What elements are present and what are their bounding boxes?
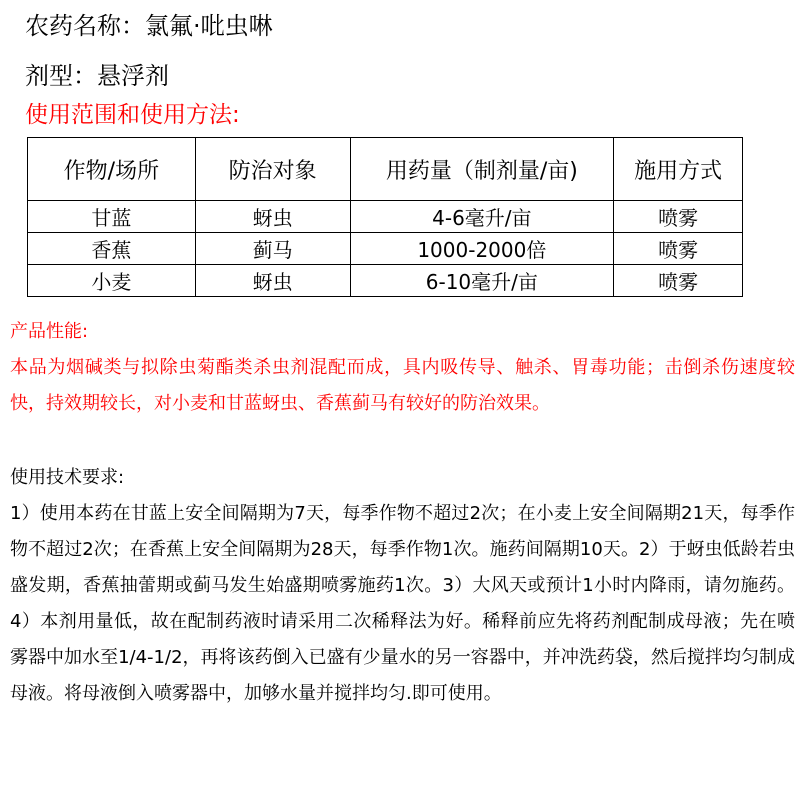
technique-text: [10, 496, 795, 712]
table-cell-dosage: 6-10毫升/亩: [350, 265, 614, 297]
performance-title: 产品性能:: [10, 321, 89, 342]
column-header: 用药量（制剂量/亩): [350, 138, 614, 201]
usage-section-title: 使用范围和使用方法:: [25, 102, 240, 128]
usage-table: [27, 137, 743, 297]
column-header: 作物/场所: [28, 138, 196, 201]
technique-title: 使用技术要求:: [10, 467, 125, 488]
table-cell-dosage: 1000-2000倍: [350, 233, 614, 265]
table-cell-crop: 甘蓝: [28, 201, 196, 233]
table-row: [28, 265, 743, 297]
table-cell-method: 喷雾: [614, 233, 743, 265]
table-header-row: [28, 138, 743, 201]
performance-paragraph: 本品为烟碱类与拟除虫菊酯类杀虫剂混配而成，具内吸传导、触杀、胃毒功能；击倒杀伤速度较快，持效期较长，对小麦和甘蓝蚜虫、香蕉蓟马有较好的防治效果。: [10, 357, 795, 414]
table-cell-target: 蚜虫: [195, 201, 350, 233]
table-cell-method: 喷雾: [614, 201, 743, 233]
performance-text: [10, 350, 795, 422]
pesticide-name: 农药名称：氯氟·吡虫啉: [25, 12, 273, 40]
table-cell-crop: 小麦: [28, 265, 196, 297]
table-row: [28, 201, 743, 233]
table-cell-target: 蓟马: [195, 233, 350, 265]
column-header: 施用方式: [614, 138, 743, 201]
table-cell-target: 蚜虫: [195, 265, 350, 297]
table-cell-dosage: 4-6毫升/亩: [350, 201, 614, 233]
column-header: 防治对象: [195, 138, 350, 201]
table-row: [28, 233, 743, 265]
formulation-type: 剂型：悬浮剂: [25, 62, 169, 90]
technique-paragraph: 1）使用本药在甘蓝上安全间隔期为7天，每季作物不超过2次；在小麦上安全间隔期21天，每季作物不超过2次；在香蕉上安全间隔期为28天，每季作物1次。施药间隔期10天。2）于蚜虫低龄若虫盛发期，香蕉抽蕾期或蓟马发生始盛期喷雾施药1次。3）大风天或预计1小时内降雨，请勿施药。4）本剂用量低，故在配制药液时请采用二次稀释法为好。稀释前应先将药剂配制成母液；先在喷雾器中加水至1/4-1/2，再将该药倒入已盛有少量水的另一容器中，并冲洗药袋，然后搅拌均匀制成母液。将母液倒入喷雾器中，加够水量并搅拌均匀.即可使用。: [10, 503, 795, 704]
table-cell-crop: 香蕉: [28, 233, 196, 265]
table-cell-method: 喷雾: [614, 265, 743, 297]
